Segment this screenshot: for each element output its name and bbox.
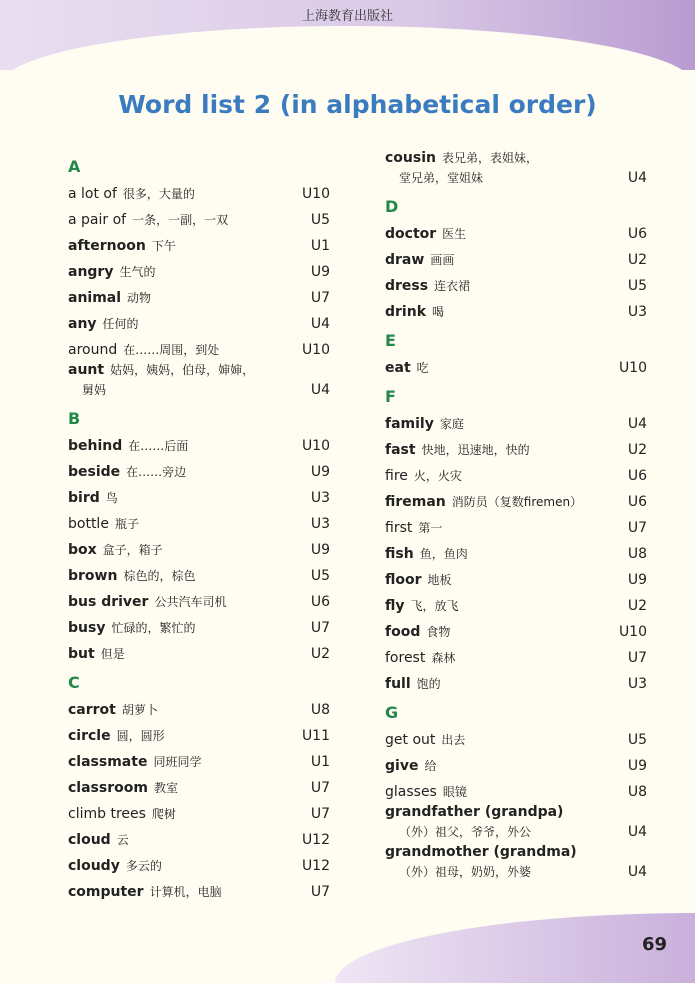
word-text <box>68 288 151 308</box>
word-text <box>68 488 118 508</box>
word: classroom <box>68 780 148 796</box>
unit-ref: U7 <box>310 884 330 900</box>
word-text <box>68 700 158 720</box>
word-text <box>68 436 188 456</box>
word-text <box>385 148 538 188</box>
unit-ref: U10 <box>301 438 330 454</box>
word-text <box>385 492 582 512</box>
word-text <box>385 518 442 538</box>
translation: 吃 <box>416 361 429 375</box>
unit-ref: U6 <box>627 468 647 484</box>
word-entry <box>385 564 647 590</box>
word-entry <box>385 244 647 270</box>
word-entry <box>68 430 330 456</box>
translation: 飞，放飞 <box>410 599 459 613</box>
word-entry <box>68 720 330 746</box>
word-entry <box>68 256 330 282</box>
unit-ref: U11 <box>301 728 330 744</box>
unit-ref: U9 <box>627 572 647 588</box>
unit-ref: U12 <box>301 832 330 848</box>
unit-ref: U4 <box>310 382 330 398</box>
translation: 眼镜 <box>442 785 467 799</box>
section-letter: F <box>385 387 396 406</box>
word-text <box>385 648 455 668</box>
word-entry <box>385 842 647 882</box>
word: first <box>385 520 413 536</box>
unit-ref: U3 <box>310 490 330 506</box>
word-text <box>68 360 254 400</box>
word: fire <box>385 468 408 484</box>
unit-ref: U4 <box>627 170 647 186</box>
word: doctor <box>385 226 437 242</box>
unit-ref: U4 <box>627 416 647 432</box>
unit-ref: U4 <box>627 864 647 880</box>
unit-ref: U7 <box>310 806 330 822</box>
unit-ref: U8 <box>310 702 330 718</box>
word-text <box>385 250 454 270</box>
word: cloud <box>68 832 111 848</box>
word: afternoon <box>68 238 146 254</box>
word: full <box>385 676 411 692</box>
unit-ref: U2 <box>627 442 647 458</box>
word-entry <box>68 482 330 508</box>
unit-ref: U6 <box>627 226 647 242</box>
word: a lot of <box>68 186 117 202</box>
word-entry <box>385 512 647 538</box>
word: brown <box>68 568 118 584</box>
word: eat <box>385 360 411 376</box>
translation: 但是 <box>100 647 125 661</box>
unit-ref: U3 <box>627 676 647 692</box>
word: aunt <box>68 362 105 378</box>
word: drink <box>385 304 427 320</box>
word-text <box>68 262 155 282</box>
word-entry <box>385 434 647 460</box>
word: beside <box>68 464 121 480</box>
word-text <box>385 466 462 486</box>
translation: 生气的 <box>119 265 156 279</box>
unit-ref: U3 <box>627 304 647 320</box>
section-letter: D <box>385 197 399 216</box>
translation: 动物 <box>127 291 152 305</box>
unit-ref: U7 <box>627 520 647 536</box>
word-entry <box>385 750 647 776</box>
translation: 森林 <box>431 651 456 665</box>
word-entry <box>385 668 647 694</box>
unit-ref: U10 <box>301 186 330 202</box>
unit-ref: U5 <box>310 212 330 228</box>
translation: 地板 <box>427 573 452 587</box>
unit-ref: U6 <box>627 494 647 510</box>
word-column-right <box>385 148 647 882</box>
translation: 给 <box>424 759 437 773</box>
translation: 出去 <box>441 733 466 747</box>
word-entry <box>385 724 647 750</box>
word-text <box>68 882 222 902</box>
word-entry <box>385 616 647 642</box>
section-letter: E <box>385 331 396 350</box>
word-entry <box>68 230 330 256</box>
word-entry <box>68 204 330 230</box>
word-text <box>68 236 176 256</box>
translation: 很多，大量的 <box>122 187 195 201</box>
word: fireman <box>385 494 446 510</box>
translation: 任何的 <box>102 317 139 331</box>
word-text <box>68 644 125 664</box>
word-entry <box>68 876 330 902</box>
unit-ref: U9 <box>310 464 330 480</box>
word: glasses <box>385 784 437 800</box>
unit-ref: U2 <box>627 598 647 614</box>
word-text <box>385 730 465 750</box>
section-letter: B <box>68 409 81 428</box>
word-entry <box>68 334 330 360</box>
word: computer <box>68 884 144 900</box>
word: dress <box>385 278 429 294</box>
translation-continued: （外）祖父，爷爷，外公 <box>399 825 532 839</box>
word: draw <box>385 252 425 268</box>
word-text <box>68 592 226 612</box>
publisher: 上海教育出版社 <box>301 9 393 24</box>
translation: 饱的 <box>416 677 441 691</box>
translation: 云 <box>116 833 129 847</box>
word-entry <box>385 408 647 434</box>
word-text <box>385 782 467 802</box>
word-text <box>385 674 441 694</box>
unit-ref: U5 <box>627 278 647 294</box>
word: but <box>68 646 95 662</box>
translation: 鸟 <box>105 491 118 505</box>
word-text <box>68 778 178 798</box>
word: circle <box>68 728 111 744</box>
unit-ref: U10 <box>301 342 330 358</box>
word-entry <box>68 694 330 720</box>
word-text <box>68 314 139 334</box>
unit-ref: U4 <box>627 824 647 840</box>
translation: 多云的 <box>125 859 162 873</box>
translation: 圆，圆形 <box>116 729 165 743</box>
word-text <box>385 622 450 642</box>
word: a pair of <box>68 212 127 228</box>
translation: 医生 <box>442 227 467 241</box>
word-entry <box>68 534 330 560</box>
word: fly <box>385 598 405 614</box>
word-text <box>385 596 459 616</box>
word-text <box>68 804 176 824</box>
word-text <box>385 224 466 244</box>
translation-continued: 堂兄弟，堂姐妹 <box>399 171 484 185</box>
word: family <box>385 416 434 432</box>
unit-ref: U6 <box>310 594 330 610</box>
unit-ref: U5 <box>310 568 330 584</box>
word: fast <box>385 442 416 458</box>
word-text <box>385 802 563 842</box>
word: fish <box>385 546 414 562</box>
translation: 同班同学 <box>153 755 202 769</box>
unit-ref: U1 <box>310 238 330 254</box>
unit-ref: U10 <box>618 624 647 640</box>
page-number: 69 <box>641 934 667 955</box>
word-text <box>68 462 186 482</box>
word-entry <box>68 508 330 534</box>
translation: 计算机，电脑 <box>149 885 222 899</box>
word: behind <box>68 438 123 454</box>
word-entry <box>68 772 330 798</box>
translation: 教室 <box>153 781 178 795</box>
translation: 一条，一副，一双 <box>132 213 229 227</box>
word-entry <box>385 486 647 512</box>
word-entry <box>385 148 647 188</box>
word: box <box>68 542 97 558</box>
unit-ref: U2 <box>310 646 330 662</box>
word-entry <box>385 296 647 322</box>
word-text <box>385 414 464 434</box>
word: around <box>68 342 118 358</box>
translation: 公共汽车司机 <box>154 595 227 609</box>
word-entry <box>68 282 330 308</box>
unit-ref: U7 <box>627 650 647 666</box>
word: animal <box>68 290 122 306</box>
translation: 消防员（复数firemen） <box>451 495 583 509</box>
unit-ref: U3 <box>310 516 330 532</box>
word: cloudy <box>68 858 120 874</box>
section-letter: A <box>68 157 81 176</box>
translation: 表兄弟，表姐妹， <box>441 151 538 165</box>
translation-continued: （外）祖母，奶奶，外婆 <box>399 865 532 879</box>
word-text <box>385 544 468 564</box>
translation: 忙碌的，繁忙的 <box>111 621 196 635</box>
translation: 下午 <box>151 239 176 253</box>
word: classmate <box>68 754 148 770</box>
word: bird <box>68 490 100 506</box>
unit-ref: U9 <box>627 758 647 774</box>
word-entry <box>68 612 330 638</box>
word-text <box>68 830 129 850</box>
translation: 连衣裙 <box>434 279 471 293</box>
word: food <box>385 624 421 640</box>
word-text <box>68 726 165 746</box>
word: bus driver <box>68 594 149 610</box>
word-entry <box>385 218 647 244</box>
translation: 在……周围，到处 <box>123 343 220 357</box>
word-entry <box>68 824 330 850</box>
translation: 瓶子 <box>114 517 139 531</box>
word-entry <box>68 308 330 334</box>
word-text <box>68 210 228 230</box>
word-text <box>68 856 162 876</box>
translation: 胡萝卜 <box>121 703 158 717</box>
unit-ref: U7 <box>310 290 330 306</box>
word-entry <box>68 798 330 824</box>
word: climb trees <box>68 806 146 822</box>
unit-ref: U9 <box>310 542 330 558</box>
section-letter: G <box>385 703 399 722</box>
word-entry <box>385 590 647 616</box>
word-entry <box>68 178 330 204</box>
translation: 家庭 <box>439 417 464 431</box>
unit-ref: U12 <box>301 858 330 874</box>
word-text <box>68 618 195 638</box>
translation: 在……旁边 <box>126 465 187 479</box>
unit-ref: U7 <box>310 620 330 636</box>
word: forest <box>385 650 426 666</box>
word-text <box>68 340 219 360</box>
word-column-left <box>68 148 330 902</box>
word-entry <box>385 352 647 378</box>
translation: 快地，迅速地，快的 <box>421 443 530 457</box>
translation: 爬树 <box>151 807 176 821</box>
translation: 在……后面 <box>128 439 189 453</box>
word-text <box>385 276 470 296</box>
word-text <box>385 358 429 378</box>
word-entry <box>385 642 647 668</box>
word-entry <box>68 560 330 586</box>
word-entry <box>385 460 647 486</box>
translation: 火，火灾 <box>413 469 462 483</box>
unit-ref: U1 <box>310 754 330 770</box>
word-text <box>385 756 436 776</box>
word-entry <box>68 456 330 482</box>
word: grandmother (grandma) <box>385 844 577 860</box>
word: busy <box>68 620 106 636</box>
unit-ref: U8 <box>627 784 647 800</box>
word: floor <box>385 572 422 588</box>
word-text <box>68 184 195 204</box>
unit-ref: U2 <box>627 252 647 268</box>
word: angry <box>68 264 114 280</box>
word-entry <box>68 586 330 612</box>
word-text <box>68 752 201 772</box>
word-entry <box>385 802 647 842</box>
word-entry <box>68 638 330 664</box>
word-text <box>385 302 444 322</box>
unit-ref: U5 <box>627 732 647 748</box>
word-text <box>68 566 195 586</box>
section-letter: C <box>68 673 80 692</box>
unit-ref: U10 <box>618 360 647 376</box>
word-text <box>385 842 577 882</box>
word: any <box>68 316 97 332</box>
translation: 棕色的，棕色 <box>123 569 196 583</box>
translation: 姑妈，姨妈，伯母，婶婶， <box>110 363 255 377</box>
unit-ref: U9 <box>310 264 330 280</box>
word-text <box>385 570 452 590</box>
translation: 盒子，箱子 <box>102 543 163 557</box>
word-entry <box>385 270 647 296</box>
word-text <box>385 440 530 460</box>
word: get out <box>385 732 436 748</box>
word-entry <box>385 776 647 802</box>
page-title: Word list 2 (in alphabetical order) <box>118 90 597 119</box>
translation-continued: 舅妈 <box>82 383 107 397</box>
translation: 喝 <box>432 305 445 319</box>
word-entry <box>385 538 647 564</box>
word: grandfather (grandpa) <box>385 804 564 820</box>
unit-ref: U8 <box>627 546 647 562</box>
word-text <box>68 540 163 560</box>
word-entry <box>68 850 330 876</box>
word-text <box>68 514 139 534</box>
translation: 鱼，鱼肉 <box>419 547 468 561</box>
translation: 画画 <box>430 253 455 267</box>
unit-ref: U7 <box>310 780 330 796</box>
unit-ref: U4 <box>310 316 330 332</box>
word-entry <box>68 360 330 400</box>
translation: 食物 <box>426 625 451 639</box>
word: cousin <box>385 150 436 166</box>
translation: 第一 <box>418 521 443 535</box>
word-entry <box>68 746 330 772</box>
word: carrot <box>68 702 116 718</box>
word: bottle <box>68 516 109 532</box>
word: give <box>385 758 419 774</box>
